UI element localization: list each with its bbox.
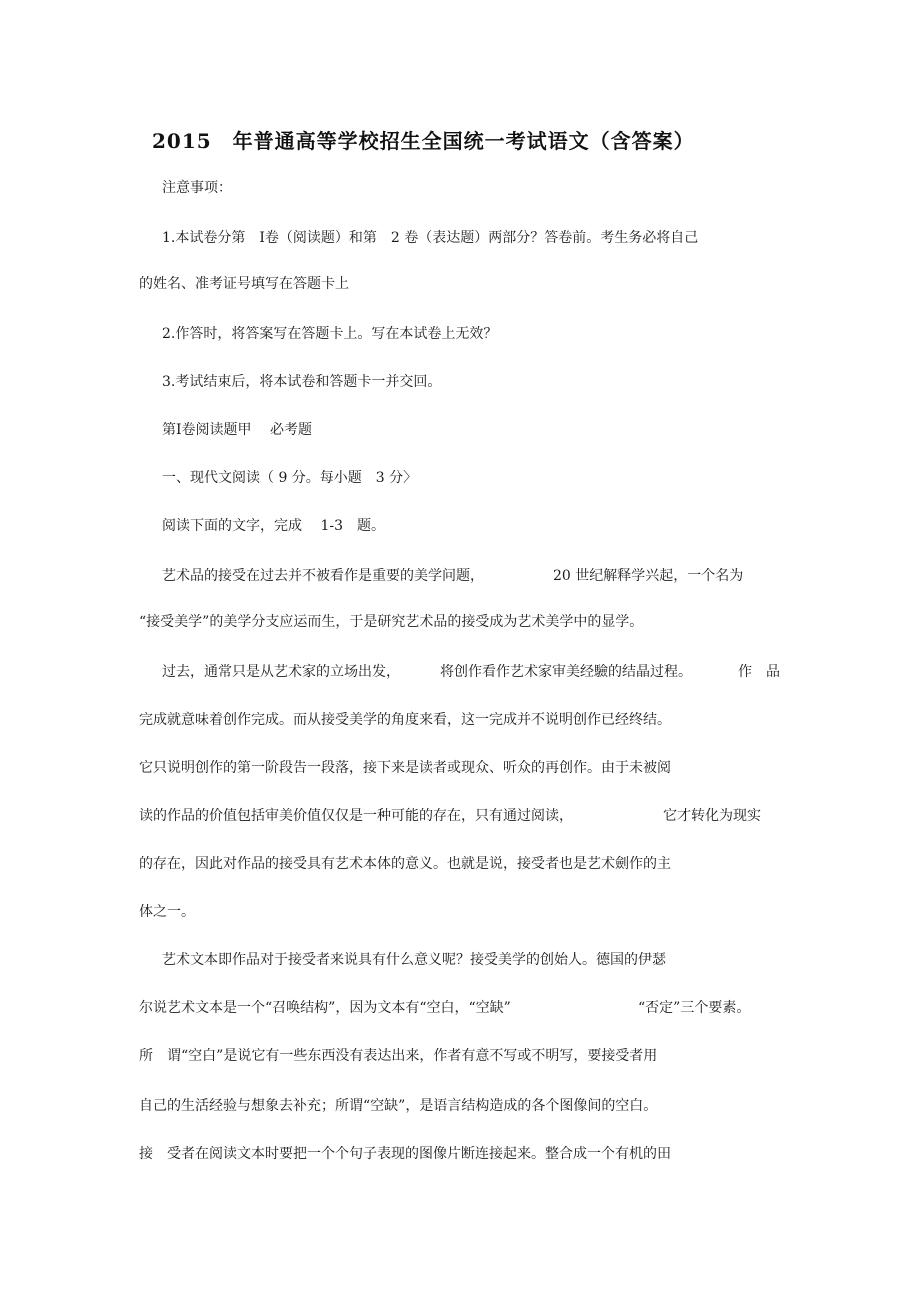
reading-instruction: 阅读下面的文字，完成 1-3 题。 bbox=[162, 518, 385, 534]
document-title: 2015 年普通高等学校招生全国统一考试语文（含答案） bbox=[152, 129, 695, 153]
para1-line1b: 20 世纪解释学兴起，一个名为 bbox=[553, 568, 744, 584]
para1-line1a: 艺术品的接受在过去并不被看作是重要的美学问题， bbox=[162, 568, 484, 584]
para3-line2b: “否定”三个要素。 bbox=[638, 1000, 751, 1016]
para2-line1b: 将创作看作艺术家审美经驗的结晶过程。 bbox=[440, 664, 692, 680]
notice-heading: 注意事项： bbox=[162, 180, 232, 196]
para1-line2: “接受美学”的美学分支应运而生，于是研究艺术品的接受成为艺术美学中的显学。 bbox=[139, 614, 644, 630]
para2-line3: 它只说明创作的第一阶段告一段落，接下来是读者或现众、听众的再创作。由于未被阅 bbox=[139, 760, 671, 776]
notice-item-1-cont: 的姓名、准考证号填写在答题卡上 bbox=[139, 276, 349, 292]
para3-line2a: 尔说艺术文本是一个“召唤结构”，因为文本有“空白，“空缺” bbox=[139, 1000, 511, 1016]
notice-item-3: 3.考试结束后，将本试卷和答题卡一并交回。 bbox=[162, 374, 442, 390]
para2-line6: 体之一。 bbox=[139, 904, 195, 920]
para2-line1c: 作 品 bbox=[738, 664, 780, 680]
subsection-heading: 一、现代文阅读（ 9 分。每小题 3 分〉 bbox=[162, 470, 418, 486]
para3-line4: 自己的生活经验与想象去补充；所谓“空缺”，是语言结构造成的各个图像间的空白。 bbox=[139, 1098, 658, 1114]
para2-line4b: 它才转化为现实 bbox=[663, 808, 761, 824]
para2-line2: 完成就意味着创作完成。而从接受美学的角度来看，这一完成并不说明创作已经终结。 bbox=[139, 712, 671, 728]
para3-line5: 接 受者在阅读文本时要把一个个句子表现的图像片断连接起来。整合成一个有机的田 bbox=[139, 1146, 671, 1162]
section-heading: 第Ⅰ卷阅读题甲 必考题 bbox=[162, 422, 312, 438]
para2-line4a: 读的作品的价值包括审美价值仅仅是一种可能的存在，只有通过阅读， bbox=[139, 808, 573, 824]
para2-line1a: 过去，通常只是从艺术家的立场出发， bbox=[162, 664, 400, 680]
notice-item-1: 1.本试卷分第 Ⅰ卷（阅读题）和第 2 卷（表达题）两部分？答卷前。考生务必将自己 bbox=[162, 230, 699, 246]
para3-line3: 所 谓“空白”是说它有一些东西没有表达出来，作者有意不写或不明写，要接受者用 bbox=[139, 1048, 658, 1064]
notice-item-2: 2.作答时，将答案写在答题卡上。写在本试卷上无效？ bbox=[162, 326, 498, 342]
para3-line1: 艺术文本即作品对于接受者来说具有什么意义呢？接受美学的创始人。德国的伊瑟 bbox=[162, 952, 666, 968]
para2-line5: 的存在，因此对作品的接受具有艺术本体的意义。也就是说，接受者也是艺术劍作的主 bbox=[139, 856, 671, 872]
